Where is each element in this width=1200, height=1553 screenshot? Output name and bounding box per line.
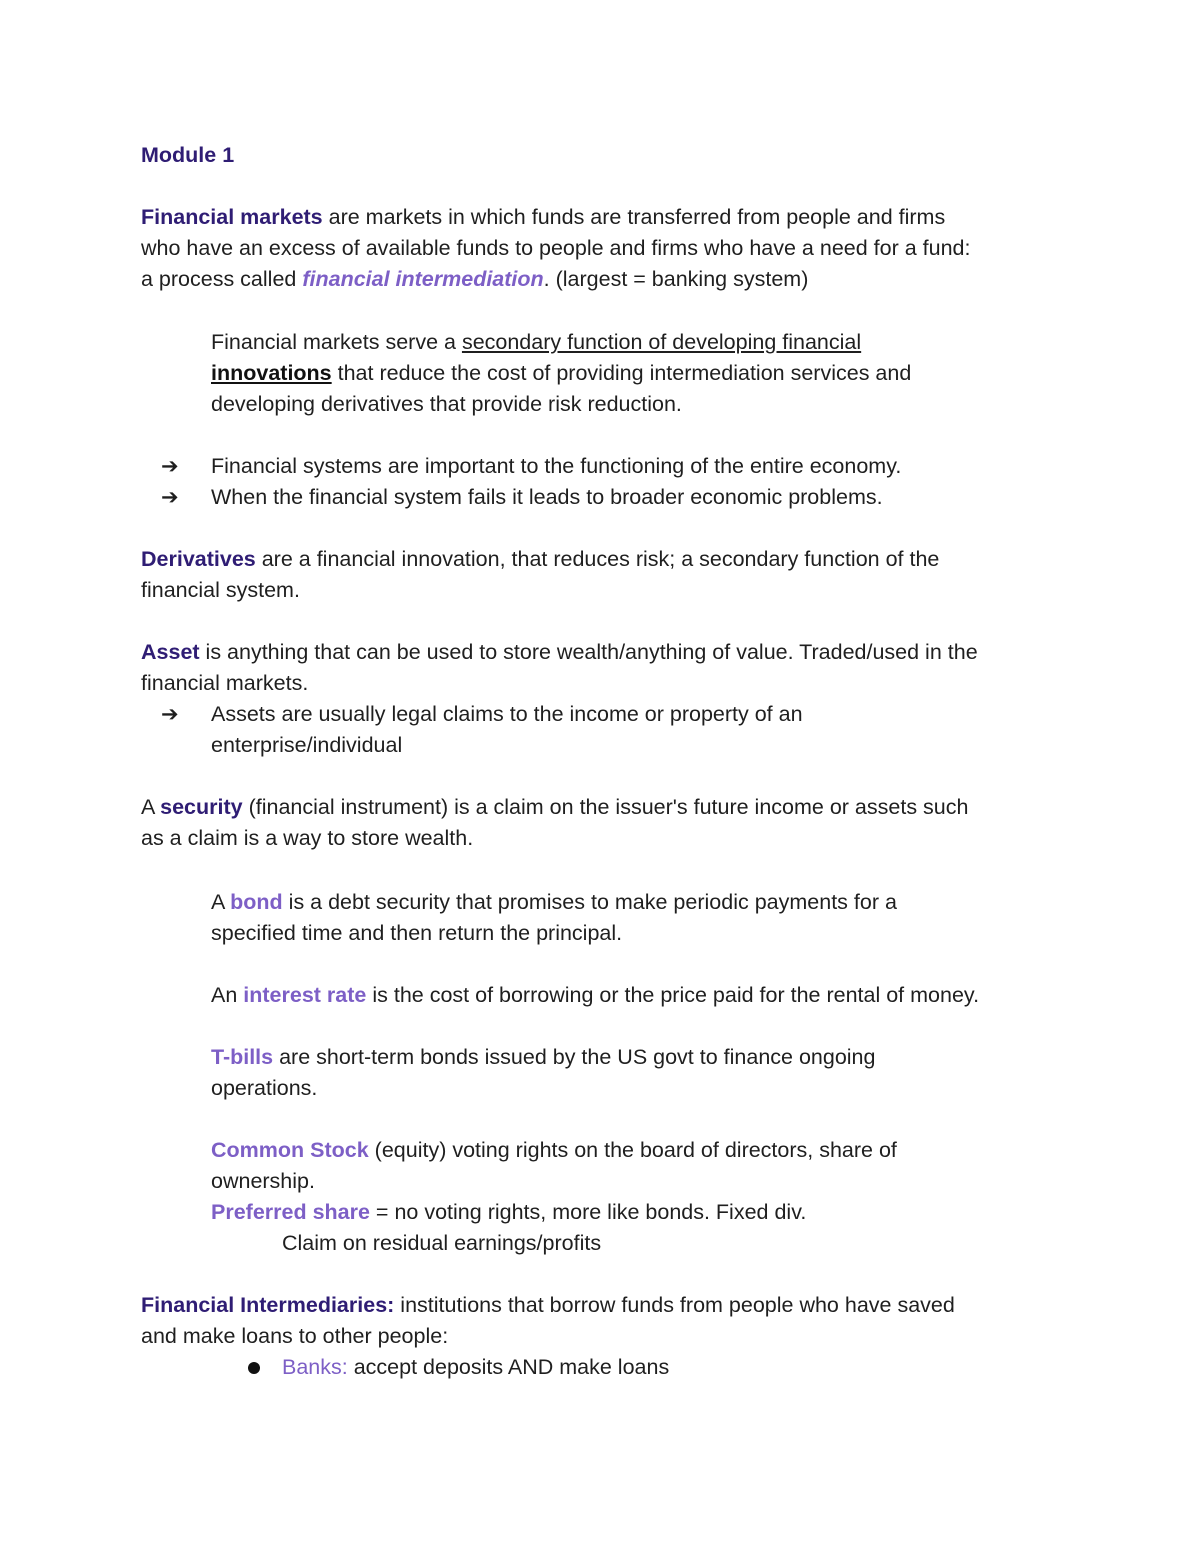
term-innovations: innovations bbox=[211, 361, 332, 385]
arrow-right-icon: ➔ bbox=[161, 455, 179, 478]
paragraph-interest-rate: An interest rate is the cost of borrowing or the price paid for the rental of money. bbox=[211, 983, 980, 1007]
paragraph-common-stock: Common Stock (equity) voting rights on the board of directors, share of ownership. bbox=[211, 1138, 897, 1193]
term-preferred-share: Preferred share bbox=[211, 1200, 370, 1224]
term-derivatives: Derivatives bbox=[141, 547, 256, 571]
paragraph-residual-earnings: Claim on residual earnings/profits bbox=[282, 1231, 602, 1255]
arrow-right-icon: ➔ bbox=[161, 486, 179, 509]
bullet-icon bbox=[248, 1362, 260, 1374]
paragraph-asset: Asset is anything that can be used to store wealth/anything of value. Traded/used in the financial markets. bbox=[141, 640, 978, 695]
term-bond: bond bbox=[230, 890, 283, 914]
term-banks: Banks: bbox=[282, 1355, 348, 1379]
term-interest-rate: interest rate bbox=[243, 983, 367, 1007]
paragraph-derivatives: Derivatives are a financial innovation, that reduces risk; a secondary function of the financial system. bbox=[141, 547, 940, 602]
term-security: security bbox=[160, 795, 243, 819]
paragraph-bond: A bond is a debt security that promises to make periodic payments for a specified time and then return the principal. bbox=[211, 890, 897, 945]
paragraph-financial-markets: Financial markets are markets in which funds are transferred from people and firms who have an excess of available funds to people and firms who have a need for a fund: a process called financial intermediation. (largest = banking system) bbox=[141, 205, 971, 291]
term-asset: Asset bbox=[141, 640, 200, 664]
bullet-item-banks: Banks: accept deposits AND make loans bbox=[282, 1355, 670, 1379]
arrow-right-icon: ➔ bbox=[161, 703, 179, 726]
paragraph-secondary-function: Financial markets serve a secondary function of developing financial innovations that reduce the cost of providing intermediation services and developing derivatives that provide risk reduction. bbox=[211, 330, 912, 416]
paragraph-security: A security (financial instrument) is a claim on the issuer's future income or assets such as a claim is a way to store wealth. bbox=[141, 795, 969, 850]
paragraph-t-bills: T-bills are short-term bonds issued by the US govt to finance ongoing operations. bbox=[211, 1045, 876, 1100]
term-common-stock: Common Stock bbox=[211, 1138, 369, 1162]
term-financial-intermediaries: Financial Intermediaries: bbox=[141, 1293, 395, 1317]
paragraph-financial-intermediaries: Financial Intermediaries: institutions that borrow funds from people who have saved and make loans to other people: bbox=[141, 1293, 955, 1348]
document-page: Module 1 Financial markets are markets in which funds are transferred from people and firms who have an excess of available funds to people and firms who have a need for a fund: a process called financial intermediation. (largest = banking system) Financial markets serve a secondary function of developing financial innovations that reduce the cost of providing intermediation services and developing derivatives that provide risk reduction. ➔ Financial systems are important to the functioning of the entire economy. ➔ When the financial system fails it leads to broader economic problems. Derivatives are a financial innovation, that reduces risk; a secondary function of the financial system. Asset is anything that can be used to store wealth/anything of value. Traded/used in the financial markets. ➔ Assets are usually legal claims to the income or property of an enterprise/individual A security (financial instrument) is a claim on the issuer's future income or assets such as a claim is a way to store wealth. A bond is a debt security that promises to make periodic payments for a specified time and then return the principal. An interest rate is the cost of borrowing or the price paid for the rental of money. T-bills are short-term bonds issued by the US govt to finance ongoing operations. Common Stock (equity) voting rights on the board of directors, share of ownership. Preferred share = no voting rights, more like bonds. Fixed div. Claim on residual earnings/profits Financial Intermediaries: institutions that borrow funds from people who have saved and make loans to other people: Banks: accept deposits AND make loans bbox=[0, 0, 1200, 1553]
term-t-bills: T-bills bbox=[211, 1045, 274, 1069]
term-financial-markets: Financial markets bbox=[141, 205, 323, 229]
paragraph-preferred-share: Preferred share = no voting rights, more like bonds. Fixed div. bbox=[211, 1200, 807, 1224]
term-financial-intermediation: financial intermediation bbox=[302, 267, 544, 291]
module-heading: Module 1 bbox=[141, 143, 235, 167]
